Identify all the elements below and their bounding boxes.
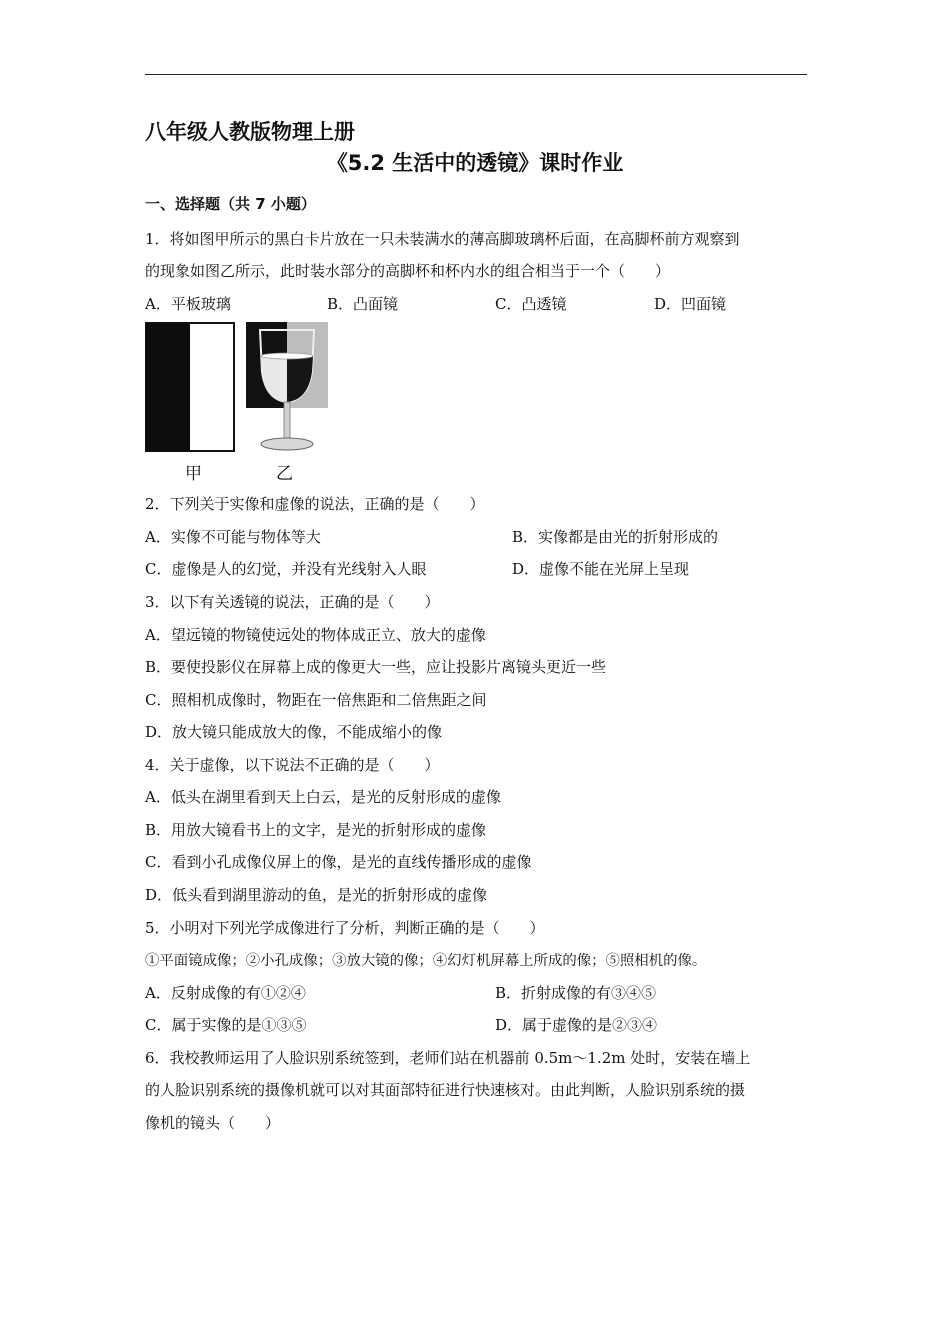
q3-option-a: A．望远镜的物镜使远处的物体成正立、放大的虚像 [145,626,486,644]
header-rule [145,74,807,75]
q2-option-d: D．虚像不能在光屏上呈现 [512,560,690,578]
figure-glass [246,322,328,454]
q1-stem-line2: 的现象如图乙所示，此时装水部分的高脚杯和杯内水的组合相当于一个（ ） [145,262,671,280]
q4-option-a: A．低头在湖里看到天上白云，是光的反射形成的虚像 [145,788,501,806]
q4-option-d: D．低头看到湖里游动的鱼，是光的折射形成的虚像 [145,886,488,904]
q2-option-b: B．实像都是由光的折射形成的 [512,528,719,546]
q5-option-d: D．属于虚像的是②③④ [495,1016,658,1034]
q1-option-c: C．凸透镜 [495,295,567,313]
q3-option-c: C．照相机成像时，物距在一倍焦距和二倍焦距之间 [145,691,487,709]
q1-option-d: D．凹面镜 [654,295,727,313]
q5-stem: 5．小明对下列光学成像进行了分析，判断正确的是（ ） [145,919,545,937]
page-title: 八年级人教版物理上册 [145,120,355,144]
figure-label-yi: 乙 [276,464,293,484]
q2-stem: 2．下列关于实像和虚像的说法，正确的是（ ） [145,495,485,513]
q3-option-b: B．要使投影仪在屏幕上成的像更大一些，应让投影片离镜头更近一些 [145,658,607,676]
q4-option-c: C．看到小孔成像仪屏上的像，是光的直线传播形成的虚像 [145,853,532,871]
q2-option-a: A．实像不可能与物体等大 [145,528,321,546]
q4-option-b: B．用放大镜看书上的文字，是光的折射形成的虚像 [145,821,487,839]
q4-stem: 4．关于虚像，以下说法不正确的是（ ） [145,756,440,774]
q6-stem-line3: 像机的镜头（ ） [145,1114,281,1132]
q5-option-a: A．反射成像的有①②④ [145,984,306,1002]
q1-option-b: B．凸面镜 [327,295,399,313]
q3-option-d: D．放大镜只能成放大的像，不能成缩小的像 [145,723,443,741]
section-heading: 一、选择题（共 7 小题） [145,195,316,213]
q6-stem-line2: 的人脸识别系统的摄像机就可以对其面部特征进行快速核对。由此判断，人脸识别系统的摄 [145,1081,746,1099]
q5-items: ①平面镜成像；②小孔成像；③放大镜的像；④幻灯机屏幕上所成的像；⑤照相机的像。 [145,953,707,969]
page-subtitle: 《5.2 生活中的透镜》课时作业 [326,151,624,175]
q3-stem: 3．以下有关透镜的说法，正确的是（ ） [145,593,440,611]
q1-stem-line1: 1．将如图甲所示的黑白卡片放在一只未装满水的薄高脚玻璃杯后面，在高脚杯前方观察到 [145,230,740,248]
q6-stem-line1: 6．我校教师运用了人脸识别系统签到，老师们站在机器前 0.5m～1.2m 处时，安装在墙上 [145,1049,751,1067]
q5-option-b: B．折射成像的有③④⑤ [495,984,657,1002]
figure-label-jia: 甲 [185,464,202,484]
q1-option-a: A．平板玻璃 [145,295,231,313]
figure-card-bw [145,322,235,454]
q5-option-c: C．属于实像的是①③⑤ [145,1016,307,1034]
q2-option-c: C．虚像是人的幻觉，并没有光线射入人眼 [145,560,427,578]
